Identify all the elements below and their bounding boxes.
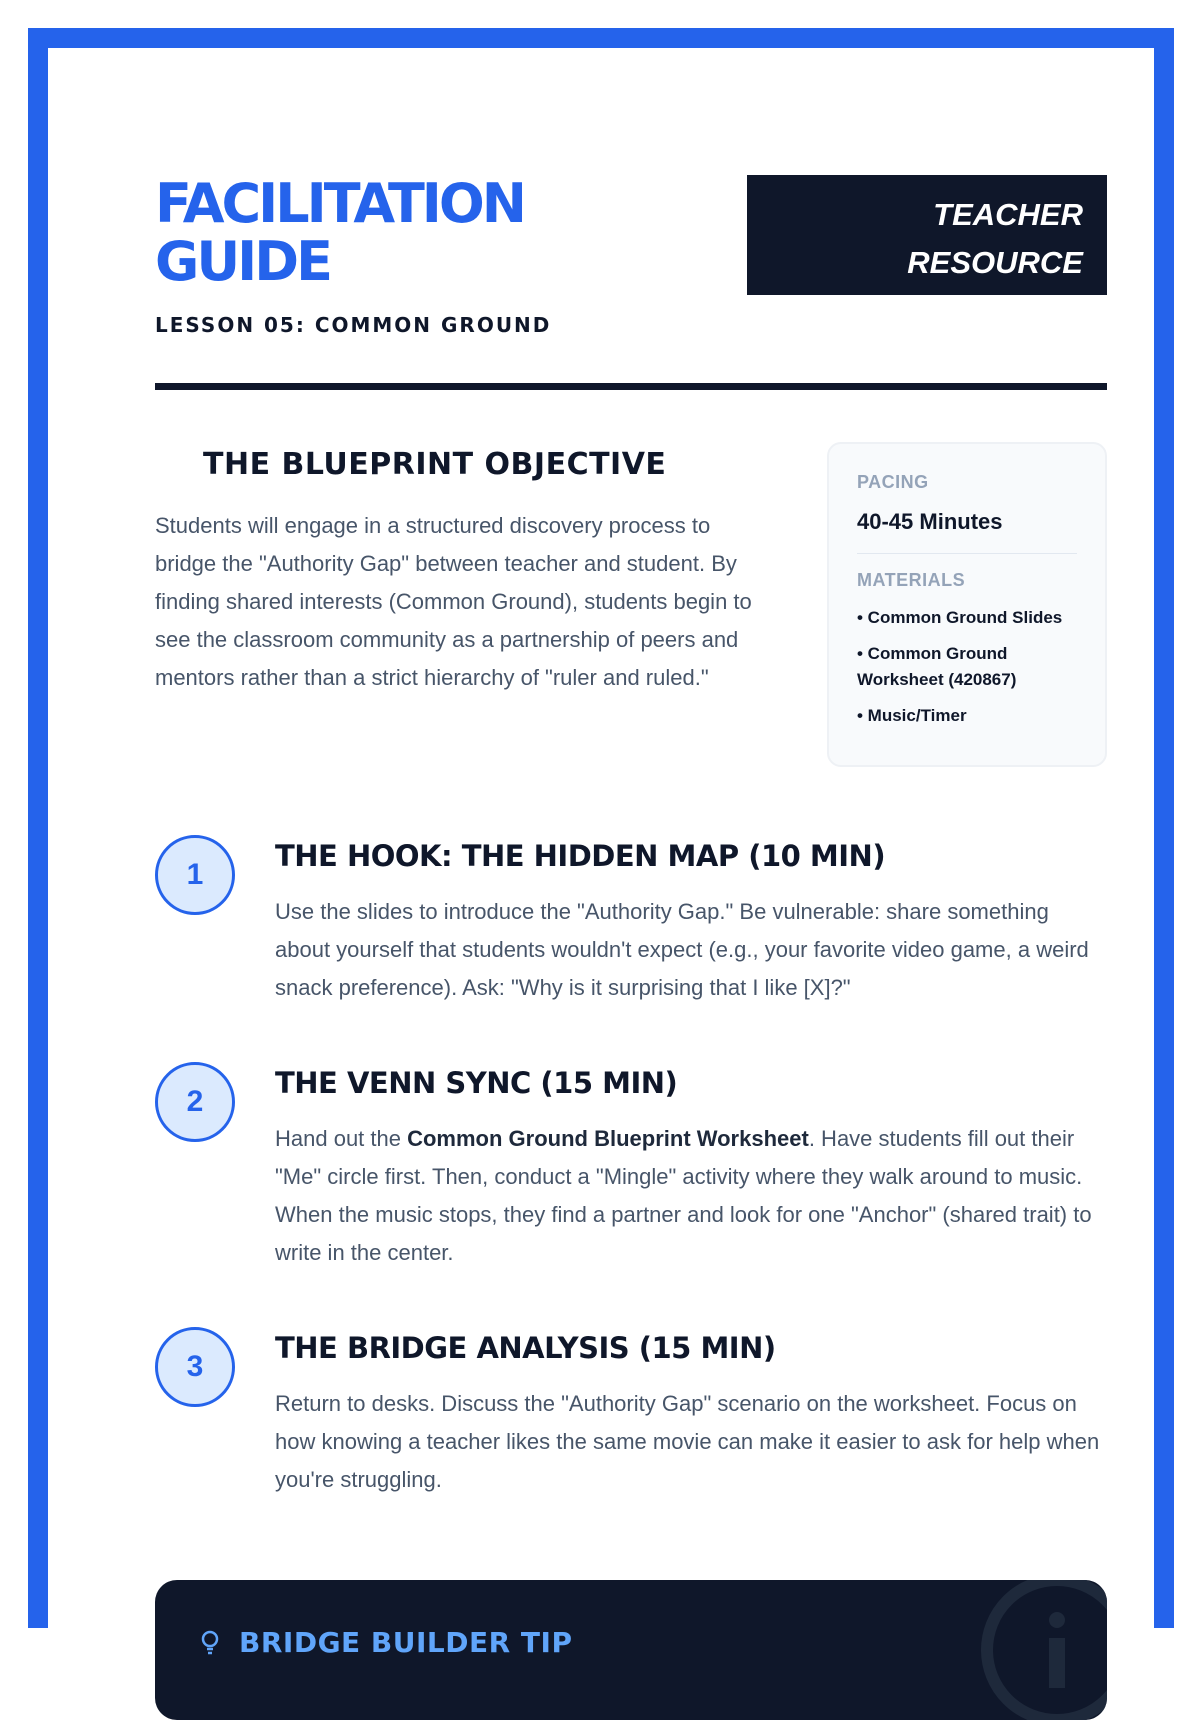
guide-title: FACILITATION GUIDE [155, 172, 524, 293]
step-body: Return to desks. Discuss the "Authority Gap" scenario on the worksheet. Focus on how knowing a teacher likes the same movie can make it easier to ask for help when you're struggling. [275, 1391, 1100, 1492]
materials-list [857, 605, 1077, 729]
card-divider [857, 553, 1077, 554]
worksheet-name: Common Ground Blueprint Worksheet [407, 1126, 809, 1151]
guide-content [155, 145, 1107, 1659]
lesson-label: LESSON 05: COMMON GROUND [155, 313, 552, 337]
step-title: THE BRIDGE ANALYSIS (15 MIN) [275, 1331, 776, 1365]
info-icon [977, 1580, 1107, 1720]
step-body: Use the slides to introduce the "Authority Gap." Be vulnerable: share something about yourself that students wouldn't expect (e.g., your favorite video game, a weird snack preference). Ask: "Why is it surprising that I like [X]?" [275, 899, 1089, 1000]
step-body-text: . Have students fill out their "Me" circle first. Then, conduct a "Mingle" activity where they walk around to music. When the music stops, they find a partner and look for one "Anchor" (shared trait) to write in the center. [275, 1126, 1092, 1265]
step-title: THE VENN SYNC (15 MIN) [275, 1066, 678, 1100]
page-frame [28, 28, 1174, 1659]
materials-label: MATERIALS [857, 570, 966, 590]
step-number-badge: 3 [155, 1327, 235, 1407]
info-card [827, 442, 1107, 767]
pacing-label: PACING [857, 472, 929, 492]
pacing-value: 40-45 Minutes [857, 509, 1003, 534]
materials-item: • Common Ground Worksheet (420867) [857, 644, 1017, 689]
badge-label: TEACHER RESOURCE [907, 197, 1083, 280]
lightbulb-icon [199, 1630, 221, 1656]
objective-heading: THE BLUEPRINT OBJECTIVE [203, 447, 667, 482]
materials-item: • Music/Timer [857, 706, 967, 725]
step-body-text: Hand out the [275, 1126, 408, 1151]
teacher-resource-badge [747, 175, 1107, 295]
step-number-badge: 2 [155, 1062, 235, 1142]
step-title: THE HOOK: THE HIDDEN MAP (10 MIN) [275, 839, 886, 873]
tip-title: BRIDGE BUILDER TIP [239, 1626, 573, 1659]
header-divider [155, 383, 1107, 390]
bridge-builder-tip [155, 1580, 1107, 1720]
objective-section [155, 445, 1107, 775]
materials-item: • Common Ground Slides [857, 608, 1063, 627]
step-number-badge: 1 [155, 835, 235, 915]
objective-text: Students will engage in a structured discovery process to bridge the "Authority Gap" between teacher and student. By finding shared interests (Common Ground), students begin to see the classroom community as a partnership of peers and mentors rather than a strict hierarchy of "ruler and ruled." [155, 513, 752, 690]
step-body [275, 1120, 1107, 1272]
header [155, 145, 1107, 355]
